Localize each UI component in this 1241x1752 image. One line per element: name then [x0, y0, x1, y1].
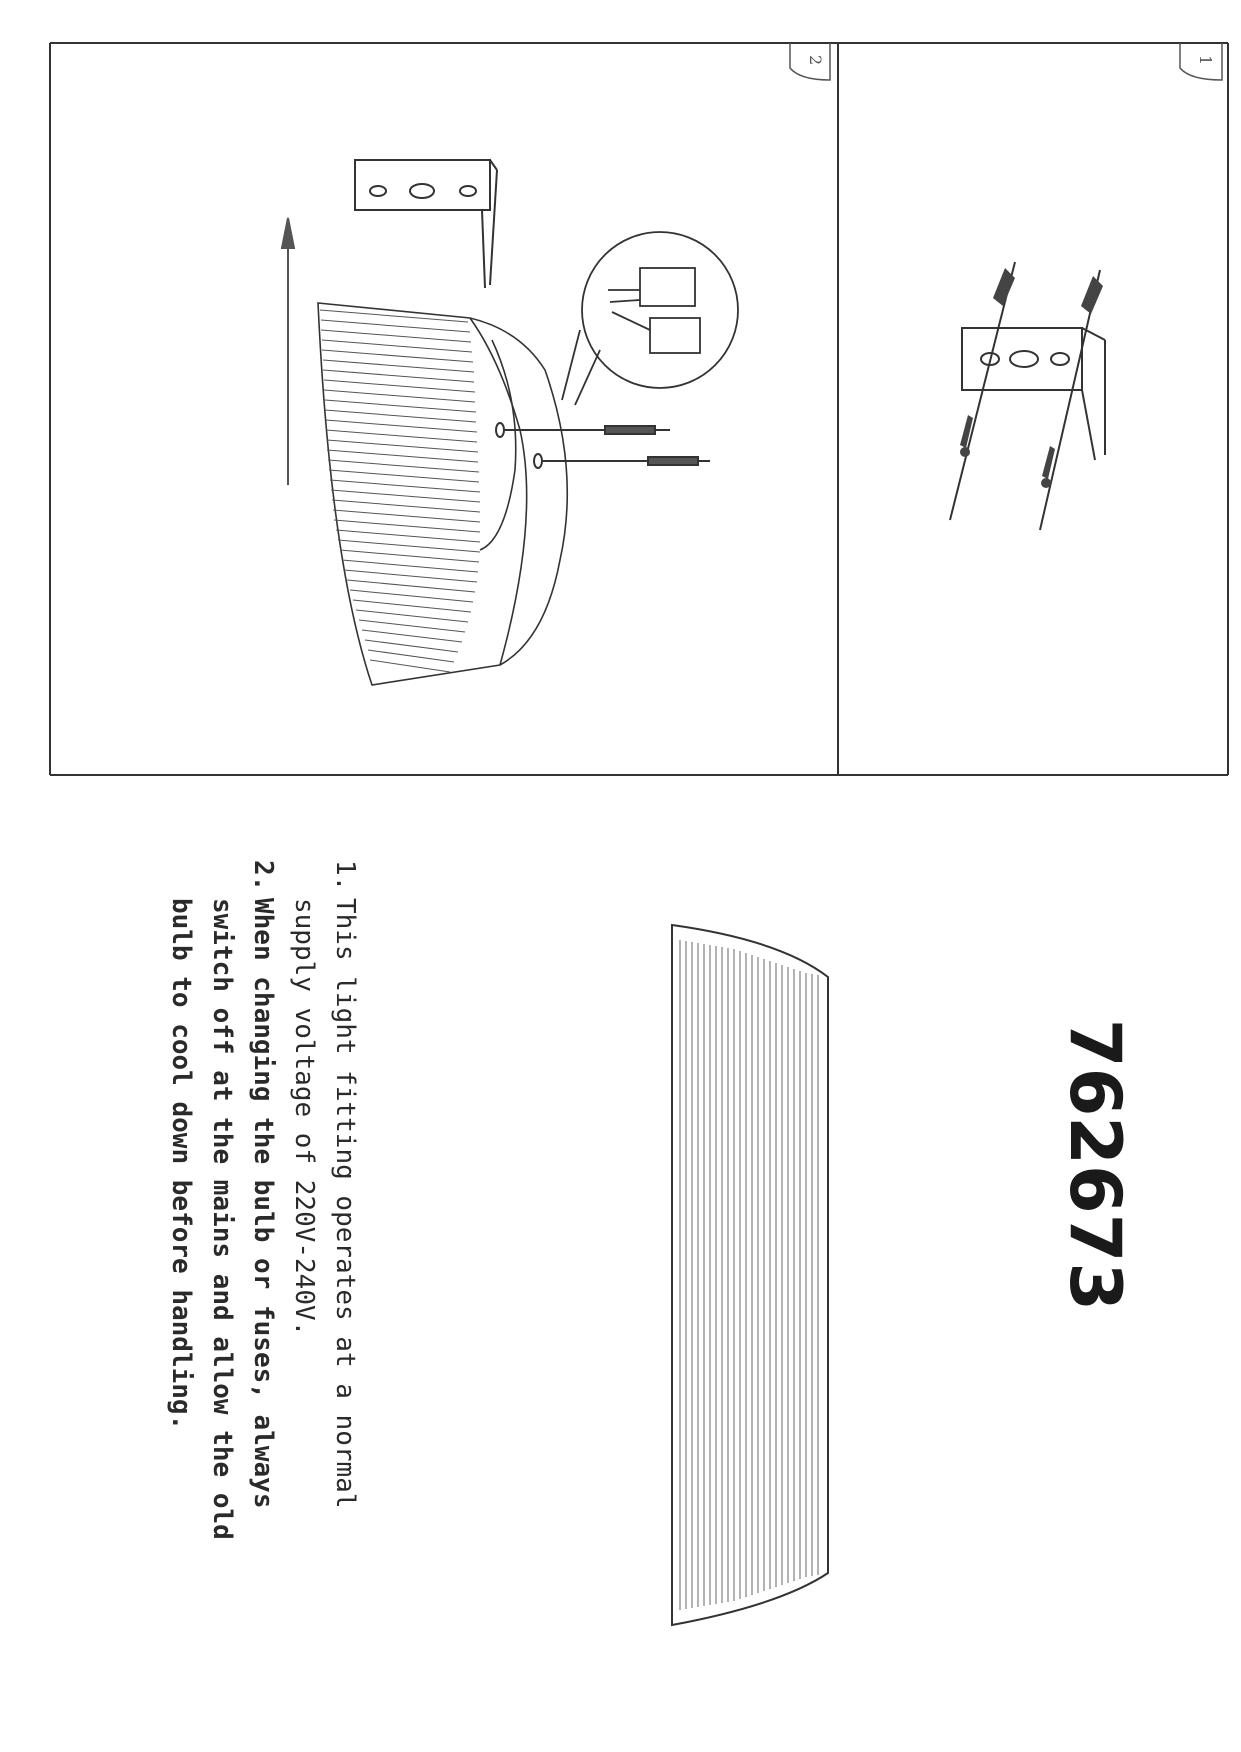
- installation-diagram: [0, 0, 1241, 800]
- product-code: 762673: [1054, 1018, 1136, 1312]
- safety-notes: [145, 860, 365, 1550]
- product-illustration: [660, 915, 840, 1635]
- note-1-text: This light fitting operates at a normal supply voltage of 220V-240V.: [289, 898, 360, 1509]
- step-2-number: 2: [806, 55, 825, 66]
- step-1-number: 1: [1196, 55, 1215, 66]
- note-2-text: When changing the bulb or fuses, always switch off at the mains and allow the old bulb to cool down before handling.: [166, 898, 278, 1540]
- note-1: [283, 860, 365, 1550]
- note-1-number: 1.: [330, 860, 360, 892]
- note-2: [160, 860, 283, 1550]
- terminal-block-callout: [562, 232, 738, 405]
- direction-arrow: [282, 218, 294, 485]
- wall-light-shade: [318, 303, 567, 685]
- shade-outline: [672, 925, 828, 1625]
- note-2-number: 2.: [248, 860, 278, 892]
- wall-bracket-step-1: [950, 262, 1105, 530]
- wall-bracket-step-2: [355, 160, 497, 288]
